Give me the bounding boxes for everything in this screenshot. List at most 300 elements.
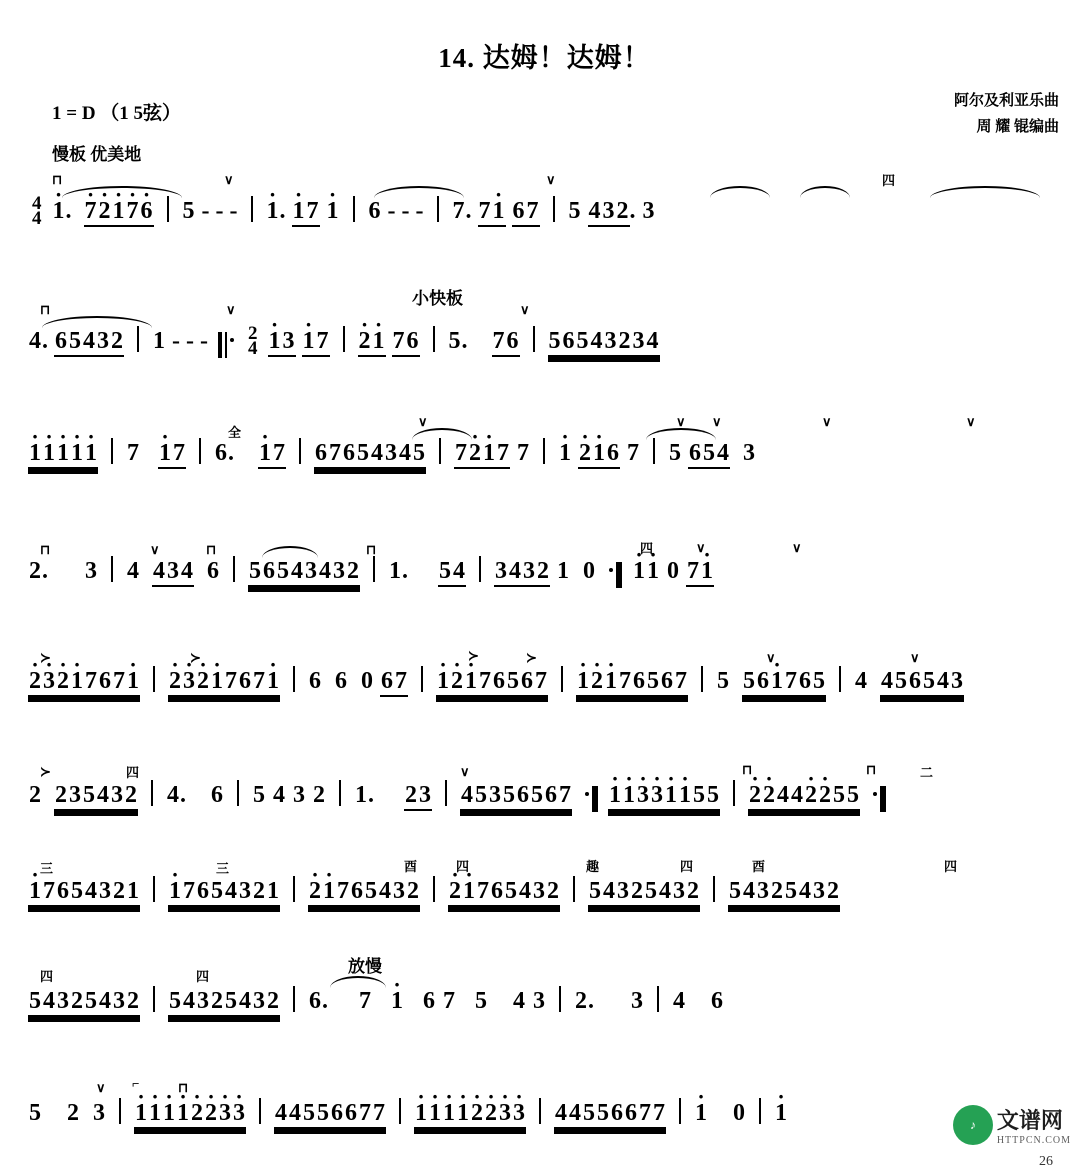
note: 6 — [545, 782, 557, 808]
note: · 6 — [140, 198, 154, 227]
note: 4 — [659, 878, 671, 904]
note: 5 — [225, 988, 237, 1014]
music-line-7 — [28, 876, 1063, 916]
note: 7 — [253, 668, 265, 694]
note: 7 — [559, 782, 571, 808]
note: · 1 — [372, 328, 386, 357]
note: 4 — [519, 878, 531, 904]
section-mark-slower: 放慢 — [348, 957, 382, 976]
note: 7 — [85, 668, 97, 694]
barline — [533, 326, 535, 352]
note: 7 — [452, 198, 465, 224]
note: · 1 — [456, 1100, 470, 1127]
note: 3 — [96, 328, 110, 357]
note: 7 — [443, 988, 455, 1014]
note: 4 — [273, 782, 285, 808]
credits — [954, 88, 1059, 140]
note: 5 — [71, 878, 83, 904]
note: 3 — [333, 558, 345, 584]
music-line-3: · 1· 1· 1· 1· 1 7 · 17 6. · 17 67654345 7· 2· 17 7 · 1 · 2· 16 7 5 654 3 — [28, 438, 1063, 478]
note: · 3 — [218, 1100, 232, 1127]
barline — [839, 666, 841, 692]
note: · 1 — [436, 668, 450, 695]
note: 2 — [55, 782, 67, 808]
note: 5 — [211, 878, 223, 904]
note: 4 — [673, 988, 685, 1014]
rest: 0 — [583, 558, 595, 584]
barline — [373, 556, 375, 582]
note: 2 — [313, 782, 325, 808]
note: 2 — [347, 558, 359, 584]
note: · 1 — [176, 1100, 190, 1127]
note: · 2 — [804, 782, 818, 809]
note: 5 — [317, 1100, 329, 1126]
note: 4 — [371, 440, 383, 466]
barline — [167, 196, 169, 222]
note: 6 — [57, 878, 69, 904]
slur — [62, 186, 182, 198]
note: 3 — [494, 558, 508, 587]
note: · 2 — [590, 668, 604, 695]
note: 5 — [743, 668, 755, 694]
note: 4 — [590, 328, 603, 354]
note: · 1 — [464, 668, 478, 695]
slur — [374, 186, 464, 198]
note: 5 — [693, 782, 705, 808]
note: 4 — [777, 782, 789, 808]
barline — [153, 666, 155, 692]
note: 5 — [847, 782, 859, 808]
note: 5 — [169, 988, 181, 1014]
slur — [42, 316, 152, 328]
note: · 3 — [498, 1100, 512, 1127]
note: 6 — [711, 988, 723, 1014]
watermark-url: HTTPCN.COM — [996, 1135, 1071, 1146]
note: 4 — [97, 782, 109, 808]
page-number: 26 — [1039, 1154, 1053, 1169]
note: 2 — [575, 988, 587, 1014]
note: · 1 — [70, 668, 84, 695]
note: 3 — [533, 878, 545, 904]
note: 6 — [493, 668, 505, 694]
note: · 7 — [126, 198, 140, 227]
note: · 1 — [210, 668, 224, 695]
rest: 0 — [733, 1100, 745, 1126]
note: 7 — [172, 440, 186, 469]
note: 5 — [182, 198, 195, 224]
note: 4 — [183, 988, 195, 1014]
barline — [151, 780, 153, 806]
note: 2 — [407, 878, 419, 904]
note: 5 — [475, 988, 487, 1014]
barline — [539, 1098, 541, 1124]
note: 6 — [606, 440, 620, 469]
music-line-8: 54325432 54325432 6. 7 · 1 6 7 5 4 3 2. 3 4 6 — [28, 986, 1063, 1026]
note: · 1 — [266, 198, 280, 225]
barline — [233, 556, 235, 582]
note: 4 — [291, 558, 303, 584]
note: · 2 — [468, 440, 482, 469]
note: 6 — [661, 668, 673, 694]
note: 5 — [253, 782, 265, 808]
note: 1 — [557, 558, 569, 584]
note: 5 — [505, 878, 517, 904]
barline — [153, 986, 155, 1012]
barline — [237, 780, 239, 806]
note: 5 — [923, 668, 935, 694]
barline — [137, 326, 139, 352]
barline — [573, 876, 575, 902]
note: 3 — [631, 988, 643, 1014]
note: 1 — [127, 878, 139, 904]
sustain: - — [172, 328, 180, 354]
note: 6 — [633, 668, 645, 694]
barline — [299, 438, 301, 464]
barline — [421, 666, 423, 692]
note: 7 — [392, 328, 406, 357]
note: 5 — [589, 878, 601, 904]
note: · 3 — [42, 668, 56, 695]
note: 6 — [757, 668, 769, 694]
note: 3 — [673, 878, 685, 904]
sustain: - — [401, 198, 410, 224]
watermark-name: 文谱网 — [996, 1108, 1063, 1133]
note: · 1 — [302, 328, 316, 357]
note: · 3 — [512, 1100, 526, 1127]
note: 4 — [646, 328, 659, 354]
barline — [293, 986, 295, 1012]
note: 3 — [85, 558, 97, 584]
note: 3 — [293, 782, 305, 808]
note: 4 — [379, 878, 391, 904]
note: 7 — [127, 440, 139, 466]
note: 6 — [315, 440, 327, 466]
note: 2 — [29, 782, 41, 808]
note: 7 — [43, 878, 55, 904]
note: · 1 — [56, 440, 70, 467]
note: 6 — [380, 668, 394, 697]
note: 4 — [452, 558, 466, 587]
note: 5 — [448, 328, 461, 354]
note: 7 — [359, 988, 371, 1014]
note: 1 — [267, 878, 279, 904]
note: 4 — [799, 878, 811, 904]
watermark-logo-icon: ♪ — [953, 1105, 993, 1145]
note: 4 — [716, 440, 730, 469]
note: 2 — [827, 878, 839, 904]
barline — [433, 326, 435, 352]
note: 7 — [359, 1100, 371, 1126]
note: 4 — [43, 988, 55, 1014]
tempo-marking: 慢板 优美地 — [52, 145, 142, 164]
note: · 1 — [608, 782, 622, 809]
rest: 0 — [667, 558, 679, 584]
note: · 2 — [196, 668, 210, 695]
note: 2 — [253, 878, 265, 904]
note: 2 — [547, 878, 559, 904]
note: 3 — [743, 440, 755, 466]
music-line-4: 2. 3 4 434 6 56543432 1. 54 3432 1 0 · 1· 1 0 7· 1 — [28, 556, 1063, 596]
note: 2 — [110, 328, 124, 357]
note: 3 — [617, 878, 629, 904]
note: 5 — [717, 668, 729, 694]
note: · 2 — [358, 328, 372, 357]
note: 5 — [357, 440, 369, 466]
note: · 1 — [326, 198, 340, 225]
note: 6 — [211, 782, 223, 808]
note: 7 — [619, 668, 631, 694]
barline — [553, 196, 555, 222]
note: 7 — [535, 668, 547, 694]
barline — [353, 196, 355, 222]
note: 2 — [631, 878, 643, 904]
note: 5 — [475, 782, 487, 808]
note: 7 — [113, 668, 125, 694]
credit-composer: 阿尔及利亚乐曲 — [953, 93, 1059, 109]
note: 4 — [29, 328, 41, 354]
note: 6 — [343, 440, 355, 466]
barline — [199, 438, 201, 464]
note: 6 — [688, 440, 702, 469]
note: 5 — [68, 328, 82, 357]
note: · 1 — [462, 878, 476, 905]
note: 6 — [611, 1100, 623, 1126]
sheet-music-page: 14. 达姆！达姆！ 1 = D （1 5弦） 慢板 优美地 阿尔及利亚乐曲 周 耀 锟编曲 小快板 放慢 4 4 · 1. · 7· 2· 1· 7· 6 5 - - - · 1. · 17 · 1 6 - - - 7. 7· 1 67 5 432. 3 ⊓ ∨ ∨ 四 4. 65432 1 - - - 2 4 · 13 · 17 · 2· 1 76 5. 76 56543234 ⊓ ∨ ∨ · 1· 1· 1· 1· 1 7 · 17 6. · 17 67654345 7· 2· 17 7 · 1 · 2· 16 7 5 654 3 全 ∨ ∨ ∨ ∨ ∨ 2. 3 4 434 6 56543432 1. 54 3432 1 0 · 1· 1 0 7· 1 ⊓ ∨ ⊓ ⊓ 四 ∨ ∨ · 2· 3· 2· 1767· 1 · 2· 3· 2· 1767· 1 6 6 0 67 · 1· 2· 176567 · 1· 2· 176567 5 56· 1765 4 456543 ≻ ≻ ≻ ≻ ∨ ∨ 2 235432 4. 6 5 4 3 2 1. 23 45356567 · 1· 1· 3· 3· 1· 155 · 2· 244· 2· 255 ≻ 四 ∨ ⊓ ⊓ 二 · 17654321 · 17654321 · 2· 1765432 · 2· 1765432 54325432 54325432 三 三 酉 趣 四 四 酉 四 54325432 54325432 6. 7 · 1 6 7 5 4 3 2. 3 4 6 四 四 5 2 3 · 1· 1· 1· 1· 2· 2· 3· 3 44556677 · 1· 1· 1· 1· 2· 2· 3· 3 44556677 · 1 0 · 1 ∨ ⌐ ⊓ ♪ 文谱网 HTTPCN.COM 26 — [0, 0, 1089, 1172]
note: · 1 — [84, 440, 98, 467]
barline — [561, 666, 563, 692]
note: 6 — [335, 668, 347, 694]
slur — [262, 546, 318, 558]
barline — [759, 1098, 761, 1124]
music-line-2: 4. 65432 1 - - - 2 4 · 13 · 17 · 2· 1 76 5. 76 56543234 — [28, 326, 1063, 366]
note: 3 — [533, 988, 545, 1014]
note: 4 — [399, 440, 411, 466]
note: 7 — [517, 440, 529, 466]
note: 2 — [71, 988, 83, 1014]
note: · 3 — [232, 1100, 246, 1127]
note: 6 — [99, 668, 111, 694]
note: · 2 — [448, 878, 462, 905]
note: 4 — [513, 988, 525, 1014]
note: 3 — [99, 878, 111, 904]
note: 3 — [57, 988, 69, 1014]
barline — [433, 876, 435, 902]
note: · 1 — [28, 878, 42, 905]
note: · 1 — [770, 668, 784, 695]
note: 6 — [406, 328, 420, 357]
note: 1 — [153, 328, 165, 354]
note: 5 — [29, 1100, 41, 1126]
note: 6 — [491, 878, 503, 904]
note: 6 — [263, 558, 275, 584]
note: · 1 — [148, 1100, 162, 1127]
note: · 7 — [84, 198, 98, 227]
note: 6 — [506, 328, 520, 357]
note: 4 — [743, 878, 755, 904]
note: 6 — [799, 668, 811, 694]
note: · 1 — [28, 440, 42, 467]
note: · 1 — [622, 782, 636, 809]
note: 6 — [521, 668, 533, 694]
note: 3 — [197, 988, 209, 1014]
note: · 2 — [748, 782, 762, 809]
note: 5 — [438, 558, 452, 587]
time-signature-4-4: 4 4 — [32, 193, 42, 229]
note: · 1 — [134, 1100, 148, 1127]
note: · 2 — [56, 668, 70, 695]
note: · 1 — [678, 782, 692, 809]
note: 5 — [29, 988, 41, 1014]
note: 6 — [517, 782, 529, 808]
sustain: - — [387, 198, 396, 224]
note: 7 — [272, 440, 286, 469]
note: 4 — [881, 668, 893, 694]
note: · 1 — [52, 198, 66, 225]
note: · 2 — [28, 668, 42, 695]
note: 5 — [729, 878, 741, 904]
sustain: - — [200, 328, 208, 354]
credit-arranger: 周 耀 锟编曲 — [976, 119, 1059, 135]
rest: 0 — [361, 668, 373, 694]
note: 7 — [329, 440, 341, 466]
note: 6 — [909, 668, 921, 694]
barline — [399, 1098, 401, 1124]
barline — [543, 438, 545, 464]
note: 4 — [508, 558, 522, 587]
sustain: - — [415, 198, 424, 224]
note: · 1 — [390, 988, 404, 1015]
note: 3 — [489, 782, 501, 808]
note: · 1 — [592, 440, 606, 469]
note: · 2 — [308, 878, 322, 905]
note: 5 — [597, 1100, 609, 1126]
barline — [111, 556, 113, 582]
note: · 1 — [70, 440, 84, 467]
note: · 1 — [646, 558, 660, 585]
note: · 2 — [762, 782, 776, 809]
note: 2 — [687, 878, 699, 904]
note: 6 — [207, 558, 219, 584]
note: 5 — [503, 782, 515, 808]
barline — [679, 1098, 681, 1124]
note: 4 — [603, 878, 615, 904]
note: 7 — [394, 668, 408, 697]
note: · 1 — [112, 198, 126, 227]
note: 6 — [562, 328, 575, 354]
note: 7 — [225, 668, 237, 694]
sustain: - — [229, 198, 238, 224]
slur — [930, 186, 1040, 198]
note: 5 — [707, 782, 719, 808]
note: 4 — [85, 878, 97, 904]
note: 5 — [548, 328, 561, 354]
note: 7 — [785, 668, 797, 694]
note: · 1 — [266, 668, 280, 695]
barline — [293, 666, 295, 692]
note: 7 — [337, 878, 349, 904]
note: 3 — [632, 328, 645, 354]
note: 7 — [479, 668, 491, 694]
barline — [437, 196, 439, 222]
note: · 3 — [636, 782, 650, 809]
slur — [330, 976, 386, 988]
note: 2 — [771, 878, 783, 904]
note: · 1 — [126, 668, 140, 695]
note: 4 — [937, 668, 949, 694]
sustain: - — [186, 328, 194, 354]
barline — [657, 986, 659, 1012]
note: 3 — [522, 558, 536, 587]
note: 7 — [686, 558, 700, 587]
note: 6 — [423, 988, 435, 1014]
note: 2 — [267, 988, 279, 1014]
barline — [293, 876, 295, 902]
barline — [713, 876, 715, 902]
note: 4 — [99, 988, 111, 1014]
note: 2 — [536, 558, 550, 587]
note: 5 — [507, 668, 519, 694]
note: 5 — [531, 782, 543, 808]
note: 3 — [385, 440, 397, 466]
note: 4 — [127, 558, 139, 584]
note: 6 — [309, 988, 321, 1014]
note: · 1 — [158, 440, 172, 469]
note: · 2 — [168, 668, 182, 695]
note: · 2 — [450, 668, 464, 695]
note: 3 — [282, 328, 296, 357]
note: 2 — [211, 988, 223, 1014]
note: 6 — [351, 878, 363, 904]
note: 6 — [309, 668, 321, 694]
repeat-end — [870, 786, 886, 813]
barline — [559, 986, 561, 1012]
note: 4 — [569, 1100, 581, 1126]
note: 4 — [289, 1100, 301, 1126]
note: · 1 — [428, 1100, 442, 1127]
note: 3 — [604, 328, 617, 354]
note: · 2 — [470, 1100, 484, 1127]
note: 5 — [85, 988, 97, 1014]
note: 4 — [152, 558, 166, 587]
note: 5 — [83, 782, 95, 808]
barline — [439, 438, 441, 464]
note: 2 — [618, 328, 631, 354]
note: · 3 — [650, 782, 664, 809]
note: 4 — [319, 558, 331, 584]
note: 6 — [197, 878, 209, 904]
note: · 1 — [442, 1100, 456, 1127]
note: 6 — [331, 1100, 343, 1126]
note: · 1 — [42, 440, 56, 467]
note: 3 — [239, 878, 251, 904]
barline — [653, 438, 655, 464]
note: 5 — [583, 1100, 595, 1126]
note: · 1 — [322, 878, 336, 905]
note: 5 — [833, 782, 845, 808]
note: 4 — [791, 782, 803, 808]
note: 3 — [951, 668, 963, 694]
time-signature-2-4: 2 4 — [248, 323, 258, 359]
note: 6 — [625, 1100, 637, 1126]
note: 2 — [29, 558, 41, 584]
barline — [153, 876, 155, 902]
note: · 1 — [168, 878, 182, 905]
sustain: - — [215, 198, 224, 224]
music-line-9 — [28, 1098, 1063, 1138]
note: 5 — [365, 878, 377, 904]
note: 1 — [389, 558, 401, 584]
note: 5 — [277, 558, 289, 584]
